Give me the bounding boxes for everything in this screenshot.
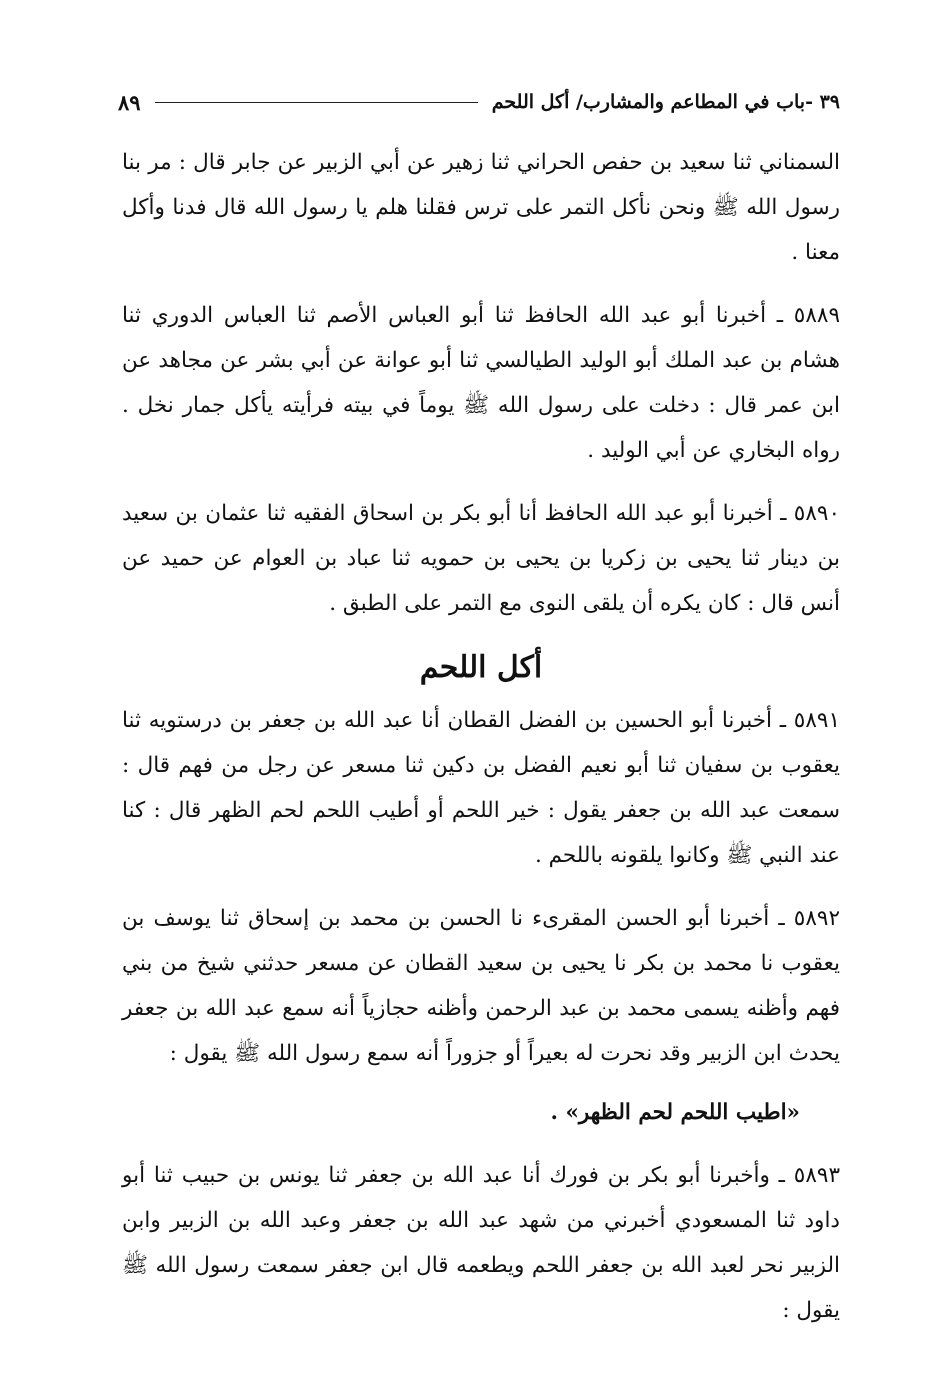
hadith-quote: «اطيب اللحم لحم الظهر» . [550, 1100, 800, 1125]
header-rule [155, 102, 478, 103]
hadith-5893: ٥٨٩٣ ـ وأخبرنا أبو بكر بن فورك أنا عبد الله بن جعفر ثنا يونس بن حبيب ثنا أبو داود ثنا المسعودي أخبرني من شهد عبد الله بن جعفر وعبد الله بن الزبير وابن الزبير نحر لعبد الله بن جعفر اللحم ويطعمه قال ابن جعفر سمعت رسول الله ﷺ يقول : [122, 1163, 840, 1323]
running-title: ٣٩ -باب في المطاعم والمشارب/ أكل اللحم [491, 91, 840, 113]
hadith-5889: ٥٨٨٩ ـ أخبرنا أبو عبد الله الحافظ ثنا أبو العباس الأصم ثنا العباس الدوري ثنا هشام بن عبد الملك أبو الوليد الطيالسي ثنا أبو عوانة عن أبي بشر عن مجاهد عن ابن عمر قال : دخلت على رسول الله ﷺ يوماً في بيته فرأيته يأكل جمار نخل . رواه البخاري عن أبي الوليد . [122, 303, 840, 463]
paragraph-continuation: السمناني ثنا سعيد بن حفص الحراني ثنا زهير عن أبي الزبير عن جابر قال : مر بنا رسول الله ﷺ ونحن نأكل التمر على ترس فقلنا هلم يا رسول الله قال فدنا وأكل معنا . [122, 150, 840, 265]
page-number: ٨٩ [118, 89, 141, 115]
hadith-5892: ٥٨٩٢ ـ أخبرنا أبو الحسن المقرىء نا الحسن بن محمد بن إسحاق ثنا يوسف بن يعقوب نا محمد بن بكر نا يحيى بن سعيد القطان عن مسعر حدثني شيخ من بني فهم وأظنه يسمى محمد بن عبد الرحمن وأظنه حجازياً أنه سمع عبد الله بن جعفر يحدث ابن الزبير وقد نحرت له بعيراً أو جزوراً أنه سمع رسول الله ﷺ يقول : [122, 906, 840, 1066]
section-heading: أكل اللحم [419, 650, 543, 685]
hadith-5890: ٥٨٩٠ ـ أخبرنا أبو عبد الله الحافظ أنا أبو بكر بن اسحاق الفقيه ثنا عثمان بن سعيد بن دينار ثنا يحيى بن زكريا بن يحيى بن حمويه ثنا عباد بن العوام عن حميد عن أنس قال : كان يكره أن يلقى النوى مع التمر على الطبق . [122, 501, 840, 616]
page-header [118, 84, 840, 120]
hadith-5891: ٥٨٩١ ـ أخبرنا أبو الحسين بن الفضل القطان أنا عبد الله بن جعفر بن درستويه ثنا يعقوب بن سفيان ثنا أبو نعيم الفضل بن دكين ثنا مسعر عن رجل من فهم قال : سمعت عبد الله بن جعفر يقول : خير اللحم أو أطيب اللحم لحم الظهر قال : كنا عند النبي ﷺ وكانوا يلقونه باللحم . [122, 708, 840, 868]
page-body [122, 140, 840, 1333]
